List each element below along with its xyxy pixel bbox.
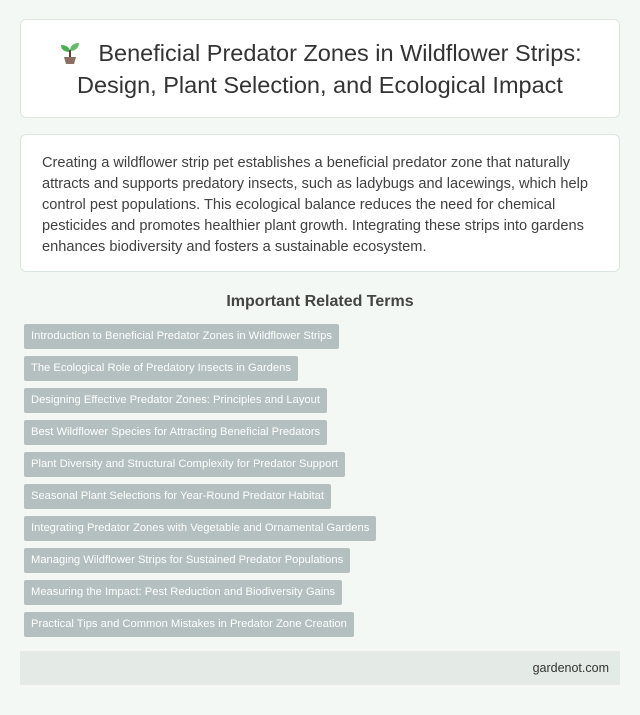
term-tag[interactable]: The Ecological Role of Predatory Insects in Gardens	[24, 356, 298, 381]
intro-card	[20, 134, 620, 272]
term-tag[interactable]: Designing Effective Predator Zones: Principles and Layout	[24, 388, 327, 413]
footer	[20, 651, 620, 685]
intro-paragraph: Creating a wildflower strip pet establishes a beneficial predator zone that naturally attracts and supports predatory insects, such as ladybugs and lacewings, which help control pest populations. This ecological balance reduces the need for chemical pesticides and promotes healthier plant growth. Integrating these strips into gardens enhances biodiversity and fosters a sustainable ecosystem.	[42, 155, 588, 255]
sprout-icon	[58, 39, 82, 65]
page-title	[45, 37, 595, 101]
related-terms-list	[24, 324, 620, 644]
term-tag[interactable]: Practical Tips and Common Mistakes in Predator Zone Creation	[24, 612, 354, 637]
term-tag[interactable]: Best Wildflower Species for Attracting Beneficial Predators	[24, 420, 327, 445]
footer-site-link[interactable]: gardenot.com	[532, 661, 609, 675]
term-tag[interactable]: Introduction to Beneficial Predator Zones in Wildflower Strips	[24, 324, 339, 349]
term-tag[interactable]: Seasonal Plant Selections for Year-Round Predator Habitat	[24, 484, 331, 509]
term-tag[interactable]: Integrating Predator Zones with Vegetable and Ornamental Gardens	[24, 516, 376, 541]
page-title-text: Beneficial Predator Zones in Wildflower Strips: Design, Plant Selection, and Ecological Impact	[77, 39, 582, 98]
term-tag[interactable]: Measuring the Impact: Pest Reduction and Biodiversity Gains	[24, 580, 342, 605]
term-tag[interactable]: Managing Wildflower Strips for Sustained Predator Populations	[24, 548, 350, 573]
title-card	[20, 19, 620, 118]
term-tag[interactable]: Plant Diversity and Structural Complexity for Predator Support	[24, 452, 345, 477]
related-terms-heading: Important Related Terms	[226, 293, 414, 310]
